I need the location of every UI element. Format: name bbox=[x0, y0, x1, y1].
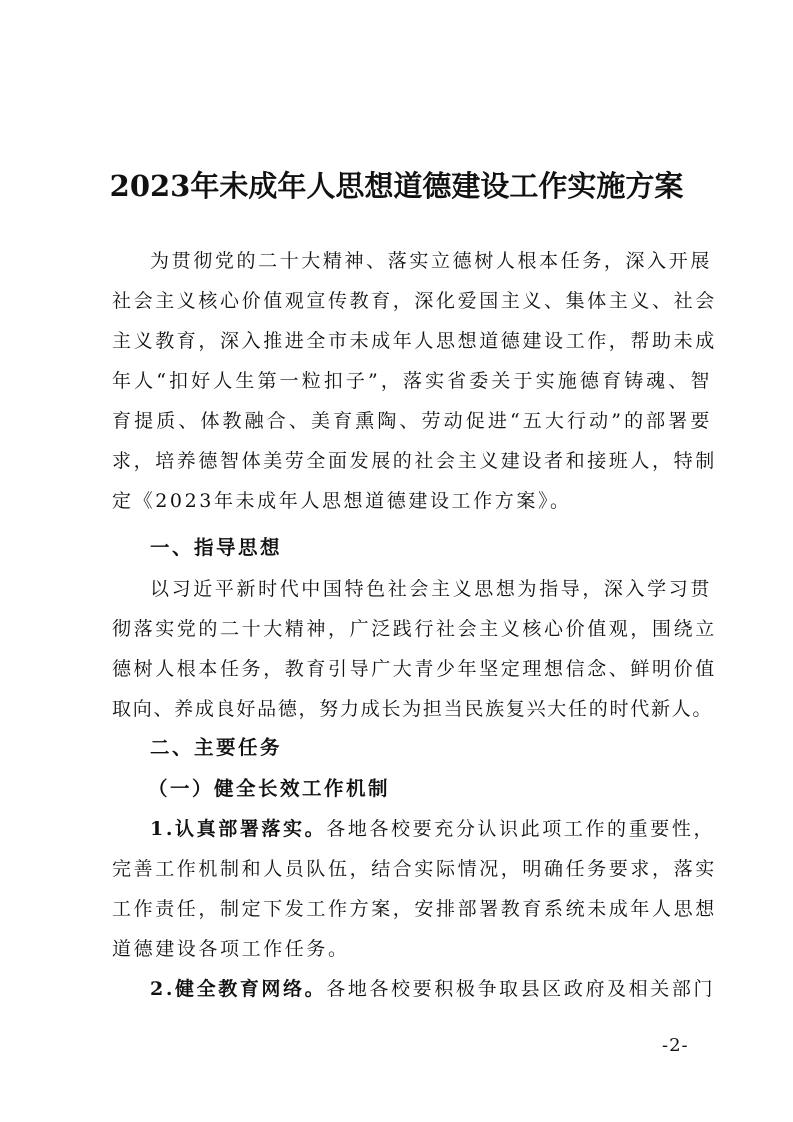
task-item-1-first-text: 各地各校要充分认识此项工作的重要性， bbox=[326, 818, 716, 840]
task-item-1-line-1 bbox=[112, 809, 716, 849]
intro-line-2: 社会主义核心价值观宣传教育，深化爱国主义、集体主义、社会 bbox=[112, 290, 717, 312]
intro-line-3: 主义教育，深入推进全市未成年人思想道德建设工作，帮助未成 bbox=[112, 330, 717, 352]
intro-line-1: 为贯彻党的二十大精神、落实立德树人根本任务，深入开展 bbox=[150, 250, 712, 272]
intro-line-7: 定《2023年未成年人思想道德建设工作方案》。 bbox=[112, 490, 572, 512]
section-heading-main-tasks: 二、主要任务 bbox=[150, 736, 283, 759]
ideology-line-2: 彻落实党的二十大精神，广泛践行社会主义核心价值观，围绕立 bbox=[112, 618, 717, 640]
ideology-line-4: 取向、养成良好品德，努力成长为担当民族复兴大任的时代新人。 bbox=[112, 698, 712, 720]
page-number: -2- bbox=[662, 1035, 689, 1056]
intro-paragraph bbox=[112, 241, 717, 521]
section-heading-guiding-ideology: 一、指导思想 bbox=[150, 536, 283, 559]
task-item-1-lead: 1.认真部署落实。 bbox=[150, 818, 327, 840]
ideology-line-3: 德树人根本任务，教育引导广大青少年坚定理想信念、鲜明价值 bbox=[112, 658, 717, 680]
task-item-1-paragraph bbox=[112, 809, 717, 969]
task-item-2-first-text: 各地各校要积极争取县区政府及相关部门 bbox=[326, 978, 716, 1000]
task-item-2-paragraph bbox=[112, 969, 716, 1009]
guiding-ideology-paragraph bbox=[112, 569, 717, 729]
intro-line-5: 育提质、体教融合、美育熏陶、劳动促进“五大行动”的部署要 bbox=[112, 410, 712, 432]
task-item-1-line-2: 完善工作机制和人员队伍，结合实际情况，明确任务要求，落实 bbox=[112, 858, 717, 880]
intro-line-6: 求，培养德智体美劳全面发展的社会主义建设者和接班人，特制 bbox=[112, 450, 717, 472]
task-item-1-line-3: 工作责任，制定下发工作方案，安排部署教育系统未成年人思想 bbox=[112, 898, 717, 920]
ideology-line-1: 以习近平新时代中国特色社会主义思想为指导，深入学习贯 bbox=[150, 578, 712, 600]
page-title: 2023年未成年人思想道德建设工作实施方案 bbox=[109, 169, 684, 203]
intro-line-4: 年人“扣好人生第一粒扣子”，落实省委关于实施德育铸魂、智 bbox=[112, 370, 712, 392]
subheading-mechanism: （一）健全长效工作机制 bbox=[148, 777, 391, 800]
task-item-2-line-1 bbox=[112, 969, 716, 1009]
task-item-2-lead: 2.健全教育网络。 bbox=[150, 978, 327, 1000]
task-item-1-line-4: 道德建设各项工作任务。 bbox=[112, 938, 350, 960]
